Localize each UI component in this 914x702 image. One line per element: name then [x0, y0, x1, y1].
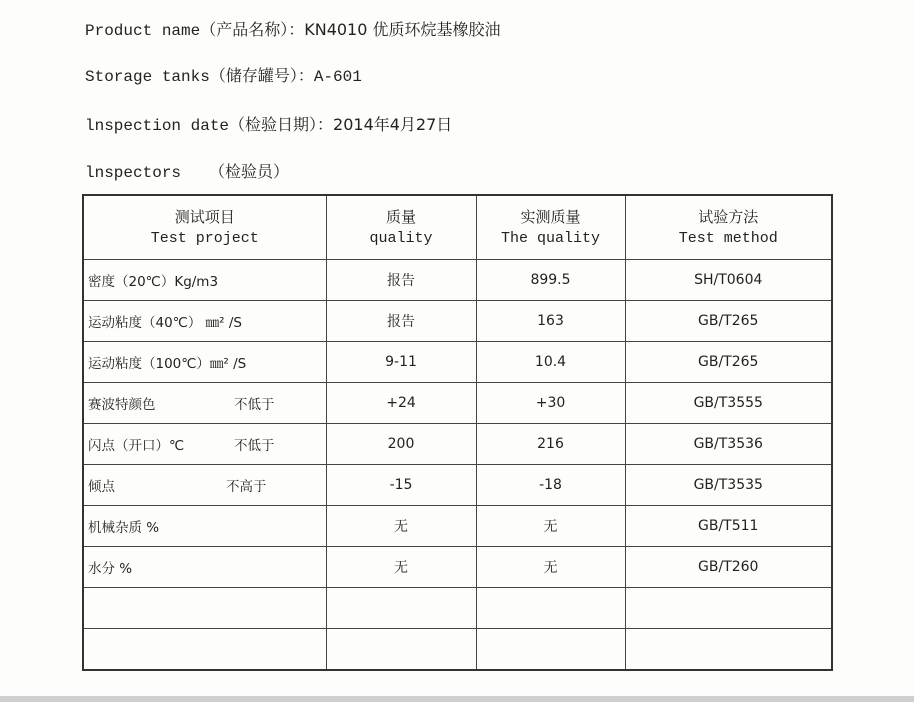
- table-row: [83, 424, 832, 465]
- measured-cell: 216: [476, 424, 625, 465]
- method-cell: GB/T3536: [625, 424, 832, 465]
- storage-tank-label: Storage tanks（储存罐号）：: [85, 68, 314, 86]
- quality-cell: +24: [326, 383, 476, 424]
- table-row: [83, 465, 832, 506]
- qualifier: 不低于: [234, 397, 275, 413]
- test-item-cell: 运动粘度（100℃）㎜² /S: [83, 342, 326, 383]
- test-item-cell: 赛波特颜色 不低于: [83, 383, 326, 424]
- test-item-cell: 水分 %: [83, 547, 326, 588]
- test-item-cell: 密度（20℃）Kg/m3: [83, 260, 326, 301]
- empty-row: [83, 588, 832, 629]
- inspectors-value: （检验员）: [209, 162, 290, 181]
- qualifier: 不低于: [234, 438, 275, 454]
- method-cell: GB/T265: [625, 342, 832, 383]
- table-header-row: [83, 195, 832, 260]
- col-header-test-project: 测试项目 Test project: [83, 195, 326, 260]
- quality-cell: -15: [326, 465, 476, 506]
- qualifier: 不高于: [226, 479, 267, 495]
- method-cell: GB/T3535: [625, 465, 832, 506]
- quality-cell: 200: [326, 424, 476, 465]
- test-item-cell: 运动粘度（40℃） ㎜² /S: [83, 301, 326, 342]
- measured-cell: 899.5: [476, 260, 625, 301]
- inspectors-line: [85, 162, 289, 183]
- table-row: [83, 260, 832, 301]
- measured-cell: 10.4: [476, 342, 625, 383]
- method-cell: GB/T511: [625, 506, 832, 547]
- product-name-value: KN4010 优质环烷基橡胶油: [304, 20, 501, 39]
- scan-edge: [0, 696, 914, 702]
- quality-cell: 无: [326, 506, 476, 547]
- quality-cell: 报告: [326, 301, 476, 342]
- col-header-test-method: 试验方法 Test method: [625, 195, 832, 260]
- product-name-line: [85, 20, 501, 41]
- table-row: [83, 342, 832, 383]
- inspection-date-label: lnspection date（检验日期）：: [85, 117, 334, 135]
- quality-cell: 9-11: [326, 342, 476, 383]
- table-row: [83, 383, 832, 424]
- method-cell: GB/T3555: [625, 383, 832, 424]
- col-header-measured-quality: 实测质量 The quality: [476, 195, 625, 260]
- quality-cell: 报告: [326, 260, 476, 301]
- table-row: [83, 301, 832, 342]
- test-item-cell: 机械杂质 %: [83, 506, 326, 547]
- storage-tank-line: [85, 67, 362, 87]
- method-cell: GB/T260: [625, 547, 832, 588]
- product-name-label: Product name（产品名称）：: [85, 22, 305, 40]
- method-cell: SH/T0604: [625, 260, 832, 301]
- inspection-date-line: [85, 115, 452, 136]
- empty-row: [83, 629, 832, 671]
- quality-cell: 无: [326, 547, 476, 588]
- col-header-quality: 质量 quality: [326, 195, 476, 260]
- storage-tank-value: A-601: [313, 68, 362, 86]
- measured-cell: 无: [476, 547, 625, 588]
- measured-cell: -18: [476, 465, 625, 506]
- test-item-cell: 闪点（开口）℃ 不低于: [83, 424, 326, 465]
- inspection-table: [82, 194, 833, 671]
- measured-cell: 无: [476, 506, 625, 547]
- measured-cell: +30: [476, 383, 625, 424]
- table-row: [83, 506, 832, 547]
- inspection-date-value: 2014年4月27日: [333, 115, 453, 134]
- measured-cell: 163: [476, 301, 625, 342]
- test-item-cell: 倾点 不高于: [83, 465, 326, 506]
- table-row: [83, 547, 832, 588]
- inspectors-label: lnspectors: [85, 164, 182, 182]
- method-cell: GB/T265: [625, 301, 832, 342]
